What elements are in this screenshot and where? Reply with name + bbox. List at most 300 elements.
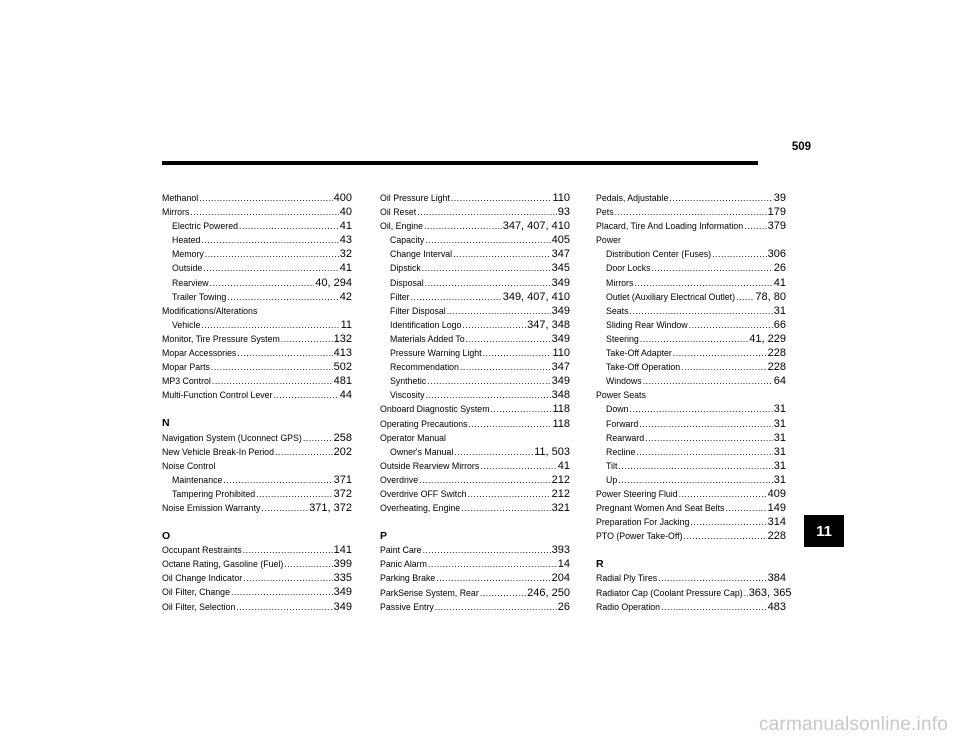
dot-leader (480, 586, 526, 600)
index-subentry (596, 261, 786, 275)
entry-label: Occupant Restraints (162, 545, 242, 556)
entry-label: Overdrive OFF Switch (380, 488, 467, 499)
entry-label: Multi-Function Control Lever (162, 390, 273, 401)
dot-leader (205, 247, 339, 261)
dot-leader (618, 473, 773, 487)
index-subentry (596, 374, 786, 388)
entry-label: Owner's Manual (390, 446, 454, 457)
index-entry (380, 543, 570, 557)
entry-label: Paint Care (380, 545, 422, 556)
entry-pages: 31 (773, 417, 786, 430)
dot-leader (483, 346, 552, 360)
entry-pages: 110 (552, 347, 570, 360)
entry-pages: 306 (767, 248, 786, 261)
index-subentry (596, 247, 786, 261)
index-entry (162, 431, 352, 445)
entry-pages: 32 (339, 248, 352, 261)
entry-pages: 141 (333, 544, 352, 557)
dot-leader (453, 247, 551, 261)
index-entry (380, 417, 570, 431)
entry-label: Oil Filter, Selection (162, 601, 236, 612)
entry-pages: 228 (767, 361, 786, 374)
dot-leader (630, 402, 773, 416)
entry-pages: 400 (333, 192, 352, 204)
index-subentry (380, 261, 570, 275)
entry-label: Mirrors (162, 207, 190, 218)
entry-pages: 405 (551, 234, 570, 247)
watermark: carmanualsonline.info (758, 714, 948, 735)
index-entry (162, 501, 352, 515)
entry-label: Mirrors (606, 277, 634, 288)
entry-label: PTO (Power Take-Off) (596, 531, 683, 542)
entry-pages: 41, 229 (749, 332, 786, 345)
entry-label: Distribution Center (Fuses) (606, 249, 712, 260)
entry-pages: 66 (773, 318, 786, 331)
index-entry (596, 571, 786, 585)
entry-pages: 39 (773, 192, 786, 204)
dot-leader (673, 346, 767, 360)
dot-leader (689, 318, 773, 332)
dot-leader (460, 360, 551, 374)
entry-label: Oil Pressure Light (380, 193, 450, 203)
dot-leader (212, 374, 333, 388)
dot-leader (411, 290, 502, 304)
index-entry (162, 585, 352, 599)
index-subentry (596, 360, 786, 374)
entry-pages: 93 (557, 206, 570, 219)
entry-pages: 212 (551, 473, 570, 486)
index-subentry (380, 360, 570, 374)
entry-label: Overheating, Engine (380, 503, 461, 514)
index-heading: Noise Control (162, 460, 216, 471)
entry-pages: 31 (773, 403, 786, 416)
index-column-2 (380, 191, 570, 614)
dot-leader (227, 290, 338, 304)
entry-label: Materials Added To (390, 333, 465, 344)
entry-label: Trailer Towing (172, 291, 227, 302)
index-entry (380, 205, 570, 219)
dot-leader (274, 388, 339, 402)
index-entry (162, 205, 352, 219)
entry-pages: 363, 365 (748, 586, 792, 599)
entry-pages: 11, 503 (534, 445, 570, 458)
index-entry (596, 600, 786, 614)
dot-leader (427, 374, 550, 388)
dot-leader (661, 600, 767, 614)
entry-label: Electric Powered (172, 221, 239, 232)
entry-label: Outlet (Auxiliary Electrical Outlet) (606, 291, 736, 302)
entry-label: Down (606, 404, 629, 415)
dot-leader (190, 205, 338, 219)
dot-leader (454, 445, 533, 459)
dot-leader (712, 247, 767, 261)
entry-pages: 228 (767, 530, 786, 543)
entry-label: Octane Rating, Gasoline (Fuel) (162, 559, 284, 570)
index-subentry (380, 374, 570, 388)
dot-leader (436, 571, 550, 585)
dot-leader (237, 346, 332, 360)
index-entry (162, 191, 352, 205)
dot-leader (468, 487, 551, 501)
entry-label: Radiator Cap (Coolant Pressure Cap) (596, 587, 743, 598)
entry-label: Pressure Warning Light (390, 348, 482, 359)
entry-pages: 347, 348 (527, 318, 570, 331)
entry-pages: 347, 407, 410 (502, 220, 570, 233)
index-entry (162, 332, 352, 346)
entry-label: Oil Change Indicator (162, 573, 243, 584)
dot-leader (417, 205, 557, 219)
index-entry (162, 388, 352, 402)
entry-label: Onboard Diagnostic System (380, 404, 490, 415)
index-subentry (596, 417, 786, 431)
dot-leader (615, 205, 767, 219)
entry-pages: 483 (767, 600, 786, 613)
entry-label: Pedals, Adjustable (596, 193, 669, 203)
index-entry (596, 205, 786, 219)
index-entry (380, 586, 570, 600)
dot-leader (422, 261, 551, 275)
dot-leader (428, 557, 557, 571)
entry-label: Parking Brake (380, 573, 436, 584)
entry-label: Take-Off Operation (606, 362, 681, 373)
dot-leader (744, 586, 748, 600)
index-entry (380, 600, 570, 614)
entry-label: Placard, Tire And Loading Information (596, 221, 744, 232)
dot-leader (491, 402, 552, 416)
section-letter: O (162, 530, 171, 543)
index-heading: Power Seats (596, 390, 646, 401)
index-heading: Operator Manual (380, 432, 447, 443)
index-entry (380, 402, 570, 416)
entry-label: Power Steering Fluid (596, 488, 678, 499)
entry-pages: 321 (551, 502, 570, 515)
entry-pages: 393 (551, 544, 570, 557)
section-letter: P (380, 530, 388, 543)
dot-leader (303, 431, 333, 445)
entry-label: Operating Precautions (380, 418, 468, 429)
dot-leader (447, 304, 551, 318)
index-entry (162, 557, 352, 571)
dot-leader (725, 501, 766, 515)
entry-label: Preparation For Jacking (596, 517, 690, 528)
index-subentry (596, 459, 786, 473)
entry-label: Navigation System (Uconnect GPS) (162, 432, 302, 443)
index-subentry (596, 346, 786, 360)
dot-leader (630, 304, 773, 318)
entry-label: Rearview (172, 277, 209, 288)
dot-leader (639, 417, 772, 431)
dot-leader (690, 515, 766, 529)
dot-leader (451, 191, 552, 205)
entry-pages: 409 (767, 487, 786, 500)
index-entry (162, 374, 352, 388)
index-column-1 (162, 191, 352, 614)
dot-leader (243, 543, 333, 557)
index-entry (162, 445, 352, 459)
entry-pages: 41 (339, 262, 352, 275)
index-subentry (162, 219, 352, 233)
index-subentry (596, 473, 786, 487)
entry-label: Viscosity (390, 390, 425, 401)
index-entry (380, 219, 570, 233)
index-subentry (162, 247, 352, 261)
entry-label: Pregnant Women And Seat Belts (596, 503, 725, 514)
dot-leader (618, 459, 772, 473)
dot-leader (236, 600, 332, 614)
entry-label: Outside (172, 263, 203, 274)
entry-pages: 42 (339, 290, 352, 303)
dot-leader (669, 191, 772, 205)
entry-pages: 349 (551, 304, 570, 317)
dot-leader (424, 219, 502, 233)
entry-pages: 26 (773, 262, 786, 275)
entry-label: Filter Disposal (390, 305, 446, 316)
index-subentry (380, 233, 570, 247)
dot-leader (199, 191, 332, 205)
index-subentry (380, 247, 570, 261)
dot-leader (256, 487, 333, 501)
dot-leader (243, 571, 332, 585)
entry-pages: 44 (339, 389, 352, 402)
index-entry (596, 219, 786, 233)
entry-label: Tampering Prohibited (172, 488, 256, 499)
index-subentry (162, 261, 352, 275)
index-heading: Power (596, 235, 621, 246)
entry-pages: 78, 80 (755, 290, 786, 303)
index-subentry (596, 304, 786, 318)
section-letter: N (162, 417, 170, 430)
entry-pages: 314 (767, 516, 786, 529)
dot-leader (480, 459, 557, 473)
entry-label: Tilt (606, 460, 618, 471)
index-subentry (380, 388, 570, 402)
entry-label: Dipstick (390, 263, 421, 274)
entry-label: Radio Operation (596, 601, 661, 612)
entry-label: Heated (172, 235, 201, 246)
index-subentry (162, 290, 352, 304)
entry-label: Sliding Rear Window (606, 319, 688, 330)
entry-pages: 149 (767, 502, 786, 515)
dot-leader (426, 388, 551, 402)
dot-leader (681, 360, 766, 374)
entry-pages: 481 (333, 375, 352, 388)
dot-leader (419, 473, 551, 487)
entry-pages: 40 (339, 206, 352, 219)
index-entry (596, 586, 792, 600)
entry-pages: 132 (333, 332, 352, 345)
dot-leader (469, 417, 552, 431)
entry-pages: 41 (557, 459, 570, 472)
entry-label: Steering (606, 333, 639, 344)
index-column-3 (596, 191, 792, 614)
entry-pages: 118 (552, 403, 570, 416)
dot-leader (466, 332, 551, 346)
entry-pages: 347 (551, 361, 570, 374)
entry-pages: 14 (557, 558, 570, 571)
dot-leader (435, 600, 557, 614)
index-subentry (162, 473, 352, 487)
index-entry (380, 473, 570, 487)
entry-pages: 41 (339, 220, 352, 233)
index-entry (162, 346, 352, 360)
entry-pages: 246, 250 (527, 586, 570, 599)
dot-leader (201, 233, 338, 247)
entry-label: Passive Entry (380, 601, 434, 612)
entry-label: Oil Reset (380, 207, 417, 218)
index-subentry (596, 276, 786, 290)
entry-label: Panic Alarm (380, 559, 427, 570)
index-subentry (380, 346, 570, 360)
entry-pages: 31 (773, 304, 786, 317)
entry-label: Noise Emission Warranty (162, 502, 261, 513)
entry-pages: 64 (773, 375, 786, 388)
dot-leader (203, 261, 338, 275)
dot-leader (423, 543, 551, 557)
entry-pages: 345 (551, 262, 570, 275)
dot-leader (643, 374, 773, 388)
entry-pages: 118 (552, 417, 570, 430)
entry-label: Overdrive (380, 474, 419, 485)
entry-label: Synthetic (390, 376, 427, 387)
page-number: 509 (791, 141, 811, 153)
entry-label: Door Locks (606, 263, 651, 274)
index-subentry (596, 445, 786, 459)
entry-pages: 31 (773, 473, 786, 486)
index-entry (162, 600, 352, 614)
entry-label: Rearward (606, 432, 645, 443)
entry-label: Outside Rearview Mirrors (380, 460, 480, 471)
entry-pages: 41 (773, 276, 786, 289)
entry-label: Memory (172, 249, 204, 260)
index-subentry (596, 431, 786, 445)
entry-label: Forward (606, 418, 639, 429)
entry-pages: 349 (551, 276, 570, 289)
entry-label: Oil, Engine (380, 221, 424, 232)
entry-label: New Vehicle Break-In Period (162, 446, 274, 457)
entry-label: Filter (390, 291, 410, 302)
dot-leader (640, 332, 749, 346)
index-entry (596, 487, 786, 501)
entry-pages: 349, 407, 410 (502, 290, 570, 303)
dot-leader (636, 445, 772, 459)
chapter-tab: 11 (804, 515, 844, 547)
index-subentry (380, 332, 570, 346)
dot-leader (679, 487, 767, 501)
entry-pages: 372 (333, 487, 352, 500)
entry-label: Mopar Parts (162, 362, 210, 373)
entry-pages: 110 (552, 192, 570, 204)
index-entry (380, 459, 570, 473)
index-subentry (380, 290, 570, 304)
dot-leader (645, 431, 773, 445)
dot-leader (652, 261, 773, 275)
dot-leader (462, 318, 526, 332)
index-entry (596, 501, 786, 515)
dot-leader (261, 501, 308, 515)
entry-label: MP3 Control (162, 376, 211, 387)
index-subentry (380, 276, 570, 290)
entry-pages: 31 (773, 431, 786, 444)
entry-label: Capacity (390, 235, 425, 246)
entry-pages: 349 (333, 600, 352, 613)
entry-pages: 371 (333, 473, 352, 486)
entry-label: Recline (606, 446, 636, 457)
dot-leader (284, 557, 332, 571)
entry-label: Pets (596, 207, 614, 218)
entry-label: Methanol (162, 193, 199, 203)
dot-leader (231, 585, 333, 599)
dot-leader (275, 445, 333, 459)
entry-label: Windows (606, 376, 642, 387)
entry-label: ParkSense System, Rear (380, 587, 479, 598)
entry-pages: 26 (557, 600, 570, 613)
entry-pages: 399 (333, 558, 352, 571)
index-entry (380, 487, 570, 501)
entry-pages: 413 (333, 347, 352, 360)
entry-label: Identification Logo (390, 319, 462, 330)
entry-pages: 371, 372 (309, 501, 352, 514)
index-subentry (596, 402, 786, 416)
index-subentry (380, 304, 570, 318)
dot-leader (461, 501, 550, 515)
entry-pages: 202 (333, 445, 352, 458)
dot-leader (425, 276, 551, 290)
dot-leader (658, 571, 767, 585)
entry-pages: 384 (767, 572, 786, 585)
entry-pages: 228 (767, 347, 786, 360)
index-entry (596, 191, 786, 205)
entry-label: Take-Off Adapter (606, 348, 672, 359)
entry-label: Disposal (390, 277, 424, 288)
entry-pages: 179 (767, 206, 786, 219)
entry-pages: 335 (333, 572, 352, 585)
entry-label: Vehicle (172, 319, 201, 330)
index-entry (596, 515, 786, 529)
entry-label: Maintenance (172, 474, 223, 485)
index-entry (162, 543, 352, 557)
entry-pages: 347 (551, 248, 570, 261)
dot-leader (211, 360, 333, 374)
index-subentry (162, 318, 352, 332)
entry-label: Radial Ply Tires (596, 573, 658, 584)
entry-label: Recommendation (390, 362, 459, 373)
dot-leader (634, 276, 772, 290)
entry-label: Change Interval (390, 249, 453, 260)
entry-pages: 31 (773, 459, 786, 472)
index-entry (162, 571, 352, 585)
entry-pages: 11 (340, 318, 352, 331)
entry-label: Monitor, Tire Pressure System (162, 333, 280, 344)
header-rule (162, 161, 758, 165)
entry-pages: 40, 294 (315, 276, 352, 289)
index-entry (380, 557, 570, 571)
dot-leader (736, 290, 754, 304)
entry-pages: 258 (333, 431, 352, 444)
entry-pages: 212 (551, 487, 570, 500)
entry-label: Mopar Accessories (162, 348, 237, 359)
dot-leader (281, 332, 333, 346)
entry-label: Oil Filter, Change (162, 587, 230, 598)
dot-leader (744, 219, 766, 233)
entry-pages: 502 (333, 361, 352, 374)
entry-pages: 349 (551, 375, 570, 388)
entry-label: Seats (606, 305, 629, 316)
index-subentry (162, 487, 352, 501)
entry-pages: 349 (333, 586, 352, 599)
dot-leader (684, 529, 767, 543)
entry-pages: 379 (767, 220, 786, 233)
entry-pages: 43 (339, 234, 352, 247)
